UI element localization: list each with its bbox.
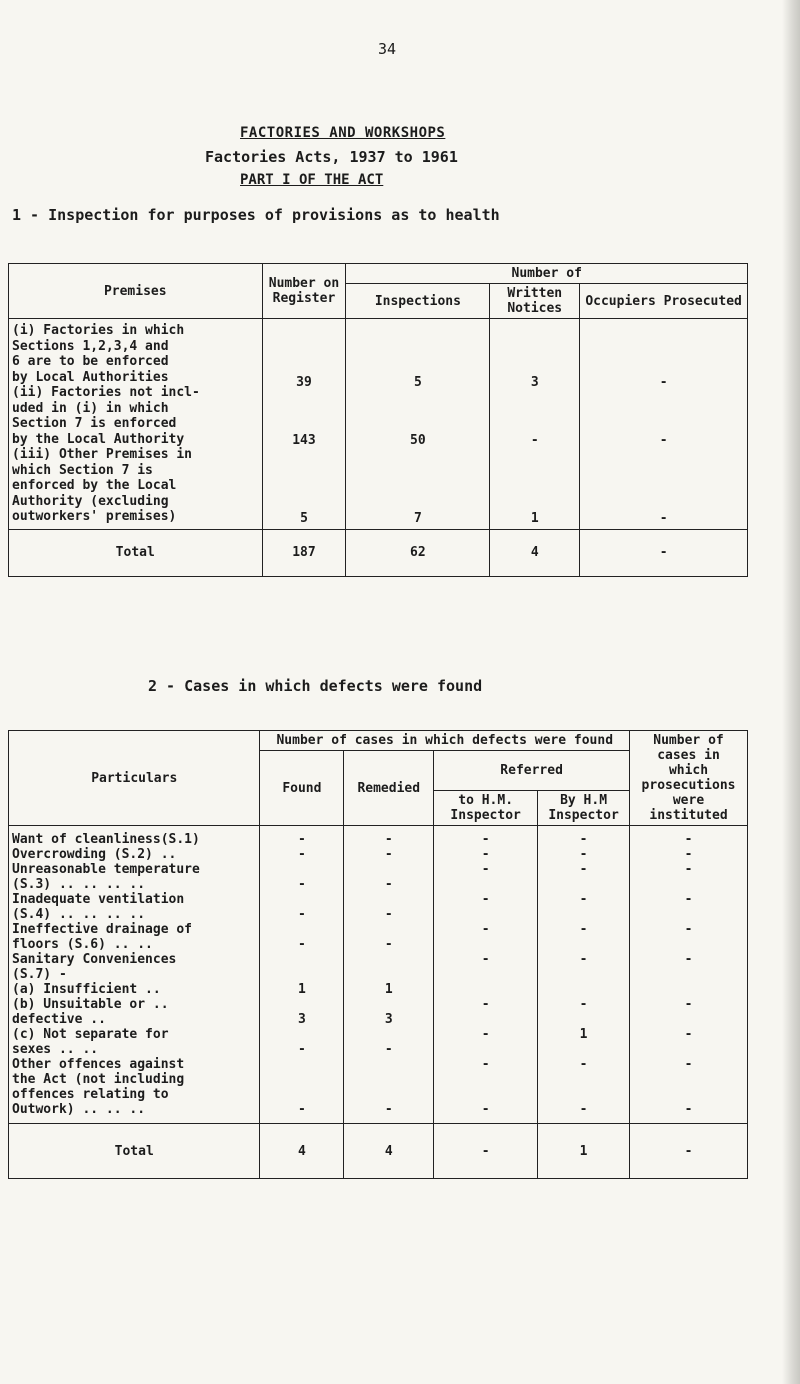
remedied-value [347, 1087, 430, 1102]
prosecutions-value: - [684, 1102, 693, 1117]
header-found: Found [260, 751, 344, 826]
found-column [260, 826, 344, 1124]
premises-line: uded in (i) in which [12, 400, 169, 416]
by-hm-value [541, 982, 626, 997]
premises-line: (ii) Factories not incl- [12, 385, 200, 400]
header-remedied: Remedied [344, 751, 434, 826]
premises-line: which Section 7 is [12, 462, 153, 478]
by-hm-value: - [579, 832, 588, 847]
to-hm-value: - [481, 922, 490, 937]
notices-row-2: - [530, 432, 539, 448]
particulars-line: Other offences against [12, 1057, 185, 1072]
header-occupiers-prosecuted: Occupiers Prosecuted [580, 284, 748, 319]
prosecutions-value: - [684, 847, 693, 862]
notices-row-1: 3 [530, 374, 539, 390]
found-value [263, 922, 340, 937]
prosecutions-value: - [684, 862, 693, 877]
heading-factories-workshops: FACTORIES AND WORKSHOPS [240, 125, 446, 141]
by-hm-value: - [579, 862, 588, 877]
notices-row-3: 1 [530, 510, 539, 526]
found-value: - [297, 1042, 306, 1057]
to-hm-value: - [481, 892, 490, 907]
particulars-line: Unreasonable temperature [12, 862, 200, 877]
found-value: - [297, 832, 306, 847]
prosecuted-row-2: - [659, 432, 668, 448]
notices-column [490, 319, 580, 530]
particulars-line: (S.3) .. .. .. .. [12, 877, 146, 892]
prosecuted-row-1: - [659, 374, 668, 390]
remedied-value [347, 1072, 430, 1087]
total-prosecuted: - [580, 529, 748, 576]
by-hm-value [541, 907, 626, 922]
register-row-2: 143 [292, 432, 316, 448]
remedied-value [347, 922, 430, 937]
header-by-hm-inspector: By H.M Inspector [538, 791, 630, 826]
by-hm-value [541, 1087, 626, 1102]
premises-line: enforced by the Local [12, 478, 177, 493]
table-row [9, 319, 748, 530]
to-hm-value [437, 1042, 534, 1057]
register-row-3: 5 [300, 510, 308, 526]
remedied-value: - [384, 832, 393, 847]
by-hm-value: 1 [579, 1027, 588, 1042]
prosecutions-value [633, 877, 744, 892]
found-value: - [297, 937, 306, 952]
by-hm-value [541, 877, 626, 892]
heading-part-i: PART I OF THE ACT [240, 172, 384, 188]
by-hm-value [541, 1042, 626, 1057]
found-value: - [297, 907, 306, 922]
particulars-line: (c) Not separate for [12, 1027, 169, 1042]
remedied-value [347, 967, 430, 982]
prosecutions-value: - [684, 892, 693, 907]
by-hm-value: - [579, 922, 588, 937]
found-value: 1 [297, 982, 306, 997]
prosecutions-value [633, 1012, 744, 1027]
remedied-value: 3 [384, 1012, 393, 1027]
found-value [263, 892, 340, 907]
to-hm-value [437, 937, 534, 952]
particulars-line: defective .. [12, 1012, 106, 1027]
by-hm-value: - [579, 847, 588, 862]
found-value [263, 862, 340, 877]
header-number-of-cases: Number of cases in which defects were found [260, 731, 630, 751]
premises-description [9, 319, 263, 530]
table-row [9, 826, 748, 1124]
premises-line: Sections 1,2,3,4 and [12, 338, 169, 354]
total-found: 4 [260, 1124, 344, 1179]
to-hm-value: - [481, 847, 490, 862]
found-value [263, 1087, 340, 1102]
prosecutions-value [633, 967, 744, 982]
by-hm-value: - [579, 1057, 588, 1072]
particulars-line: Sanitary Conveniences [12, 952, 177, 967]
particulars-line: floors (S.6) .. .. [12, 937, 153, 952]
premises-line: by Local Authorities [12, 369, 169, 385]
by-hm-value [541, 1072, 626, 1087]
remedied-value: - [384, 1042, 393, 1057]
header-particulars: Particulars [9, 731, 260, 826]
header-premises: Premises [9, 264, 263, 319]
remedied-value: - [384, 847, 393, 862]
remedied-value [347, 862, 430, 877]
found-value [263, 967, 340, 982]
found-value [263, 1057, 340, 1072]
page-number: 34 [378, 40, 397, 58]
particulars-line: (a) Insufficient .. [12, 982, 161, 997]
remedied-value: - [384, 937, 393, 952]
remedied-value [347, 1057, 430, 1072]
particulars-line: Overcrowding (S.2) .. [12, 847, 177, 862]
inspection-table [8, 263, 748, 577]
prosecuted-row-3: - [659, 510, 668, 526]
to-hm-value [437, 1087, 534, 1102]
remedied-value: 1 [384, 982, 393, 997]
found-value: 3 [297, 1012, 306, 1027]
total-by-hm: 1 [538, 1124, 630, 1179]
particulars-line: Inadequate ventilation [12, 892, 185, 907]
prosecutions-value: - [684, 997, 693, 1012]
particulars-description [9, 826, 260, 1124]
by-hm-value [541, 937, 626, 952]
to-hm-value: - [481, 1057, 490, 1072]
total-prosecutions: - [630, 1124, 748, 1179]
to-hm-value: - [481, 1027, 490, 1042]
particulars-line: the Act (not including [12, 1072, 185, 1087]
total-to-hm: - [434, 1124, 538, 1179]
prosecutions-value [633, 937, 744, 952]
remedied-value [347, 1027, 430, 1042]
particulars-line: Outwork) .. .. .. [12, 1102, 146, 1117]
prosecutions-value: - [684, 1027, 693, 1042]
total-label: Total [9, 529, 263, 576]
particulars-line: (S.4) .. .. .. .. [12, 907, 146, 922]
total-label: Total [9, 1124, 260, 1179]
remedied-value: - [384, 877, 393, 892]
to-hm-value [437, 877, 534, 892]
premises-line: by the Local Authority [12, 431, 185, 447]
total-row [9, 1124, 748, 1179]
particulars-line: offences relating to [12, 1087, 169, 1102]
particulars-line: sexes .. .. [12, 1042, 99, 1057]
header-number-on-register: Number on Register [262, 264, 346, 319]
prosecutions-value [633, 907, 744, 922]
header-number-of: Number of [346, 264, 748, 284]
total-notices: 4 [490, 529, 580, 576]
by-hm-column [538, 826, 630, 1124]
prosecutions-value: - [684, 922, 693, 937]
premises-line: (i) Factories in which [12, 323, 185, 338]
by-hm-value: - [579, 952, 588, 967]
found-value [263, 1072, 340, 1087]
premises-line: Authority (excluding [12, 493, 169, 509]
section-1-title: 1 - Inspection for purposes of provisions as to health [12, 206, 500, 224]
total-row [9, 529, 748, 576]
total-inspections: 62 [346, 529, 490, 576]
by-hm-value: - [579, 997, 588, 1012]
prosecutions-column [630, 826, 748, 1124]
to-hm-value: - [481, 832, 490, 847]
to-hm-column [434, 826, 538, 1124]
premises-line: Section 7 is enforced [12, 416, 177, 431]
defects-table [8, 730, 748, 1179]
to-hm-value: - [481, 997, 490, 1012]
prosecuted-column [580, 319, 748, 530]
by-hm-value [541, 967, 626, 982]
inspections-row-3: 7 [413, 510, 422, 526]
inspections-column [346, 319, 490, 530]
page-edge-shadow [782, 0, 800, 1384]
found-value: - [297, 847, 306, 862]
header-referred: Referred [434, 751, 630, 791]
found-value: - [297, 1102, 306, 1117]
to-hm-value [437, 967, 534, 982]
particulars-line: Want of cleanliness(S.1) [12, 832, 200, 847]
header-prosecutions: Number of cases in which prosecutions were instituted [630, 731, 748, 826]
total-remedied: 4 [344, 1124, 434, 1179]
inspections-row-2: 50 [410, 432, 426, 448]
particulars-line: (S.7) - [12, 967, 67, 982]
to-hm-value: - [481, 952, 490, 967]
inspections-row-1: 5 [413, 374, 422, 390]
premises-line: (iii) Other Premises in [12, 447, 193, 462]
prosecutions-value [633, 982, 744, 997]
to-hm-value: - [481, 1102, 490, 1117]
header-to-hm-inspector: to H.M. Inspector [434, 791, 538, 826]
prosecutions-value: - [684, 832, 693, 847]
remedied-value [347, 952, 430, 967]
prosecutions-value [633, 1072, 744, 1087]
to-hm-value [437, 982, 534, 997]
register-column [262, 319, 346, 530]
by-hm-value: - [579, 1102, 588, 1117]
prosecutions-value: - [684, 952, 693, 967]
by-hm-value: - [579, 892, 588, 907]
to-hm-value [437, 907, 534, 922]
total-register: 187 [262, 529, 346, 576]
to-hm-value [437, 1012, 534, 1027]
particulars-line: Ineffective drainage of [12, 922, 193, 937]
prosecutions-value [633, 1087, 744, 1102]
remedied-value [347, 997, 430, 1012]
heading-factories-acts: Factories Acts, 1937 to 1961 [205, 148, 458, 166]
prosecutions-value: - [684, 1057, 693, 1072]
remedied-value [347, 892, 430, 907]
found-value [263, 952, 340, 967]
to-hm-value: - [481, 862, 490, 877]
particulars-line: (b) Unsuitable or .. [12, 997, 169, 1012]
header-written-notices: Written Notices [490, 284, 580, 319]
remedied-value: - [384, 907, 393, 922]
remedied-value: - [384, 1102, 393, 1117]
premises-line: outworkers' premises) [12, 509, 177, 524]
header-inspections: Inspections [346, 284, 490, 319]
section-2-title: 2 - Cases in which defects were found [148, 677, 483, 695]
remedied-column [344, 826, 434, 1124]
register-row-1: 39 [296, 374, 312, 390]
premises-line: 6 are to be enforced [12, 354, 169, 369]
by-hm-value [541, 1012, 626, 1027]
found-value: - [297, 877, 306, 892]
to-hm-value [437, 1072, 534, 1087]
found-value [263, 1027, 340, 1042]
found-value [263, 997, 340, 1012]
prosecutions-value [633, 1042, 744, 1057]
